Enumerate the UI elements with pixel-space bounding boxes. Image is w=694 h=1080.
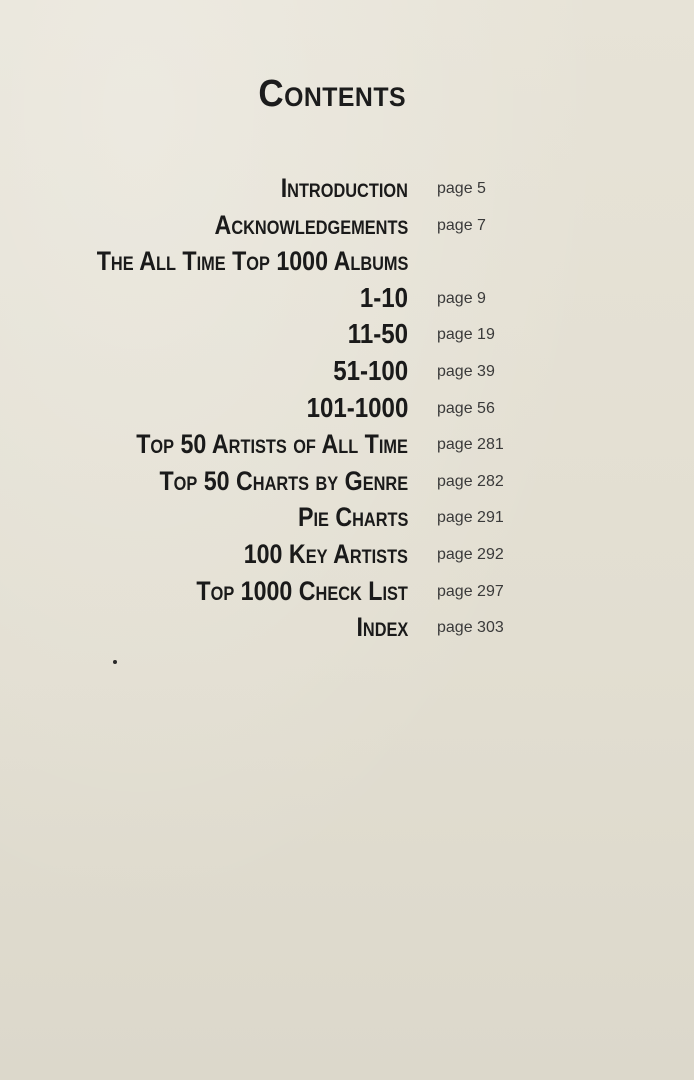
toc-entry-label: 51-100: [333, 354, 408, 386]
toc-row-top-50-charts: [0, 463, 694, 500]
toc-entry-label: Acknowledgements: [214, 209, 408, 240]
toc-row-51-100: [0, 353, 694, 390]
toc-row-index: [0, 609, 694, 646]
toc-page-number: page 5: [437, 180, 486, 197]
toc-entry-label: Pie Charts: [297, 502, 408, 533]
toc-entry-label: Index: [356, 612, 408, 643]
toc-page-number: page 39: [437, 362, 495, 380]
toc-page-number: page 292: [437, 545, 504, 563]
toc-row-introduction: [0, 170, 694, 207]
toc-row-acknowledgements: [0, 207, 694, 244]
toc-row-100-key-artists: [0, 536, 694, 573]
toc-row-top-50-artists: [0, 426, 694, 463]
toc-page-number: page 303: [437, 619, 504, 637]
toc-page-number: page 291: [437, 509, 504, 527]
toc-entry-label: Top 50 Charts by Genre: [159, 465, 408, 496]
toc-row-101-1000: [0, 390, 694, 427]
toc-entry-label: 1-10: [359, 281, 408, 313]
toc-entry-label: 100 Key Artists: [243, 538, 408, 569]
toc-page-number: page 9: [437, 289, 486, 307]
toc-page-number: page 297: [437, 582, 504, 600]
toc-page-number: page 282: [437, 472, 504, 490]
toc-entry-label: Introduction: [280, 173, 408, 203]
toc-page-number: page 19: [437, 326, 495, 344]
toc-row-1-10: [0, 280, 694, 317]
toc-entry-label: The All Time Top 1000 Albums: [96, 246, 408, 277]
toc-row-pie-charts: [0, 499, 694, 536]
toc-entry-label: Top 50 Artists of All Time: [136, 429, 408, 460]
toc-row-11-50: [0, 316, 694, 353]
toc-page-number: page 56: [437, 399, 495, 417]
toc-entry-label: 101-1000: [306, 391, 408, 423]
toc-page-number: page 7: [437, 216, 486, 234]
toc-entry-label: 11-50: [347, 318, 408, 350]
toc-page-number: page 281: [437, 436, 504, 454]
toc-row-top-1000-albums: [0, 243, 694, 280]
table-of-contents: [0, 170, 694, 646]
toc-row-check-list: [0, 573, 694, 610]
ink-speck: [113, 660, 117, 664]
toc-entry-label: Top 1000 Check List: [196, 575, 408, 606]
contents-heading: Contents: [258, 73, 406, 115]
